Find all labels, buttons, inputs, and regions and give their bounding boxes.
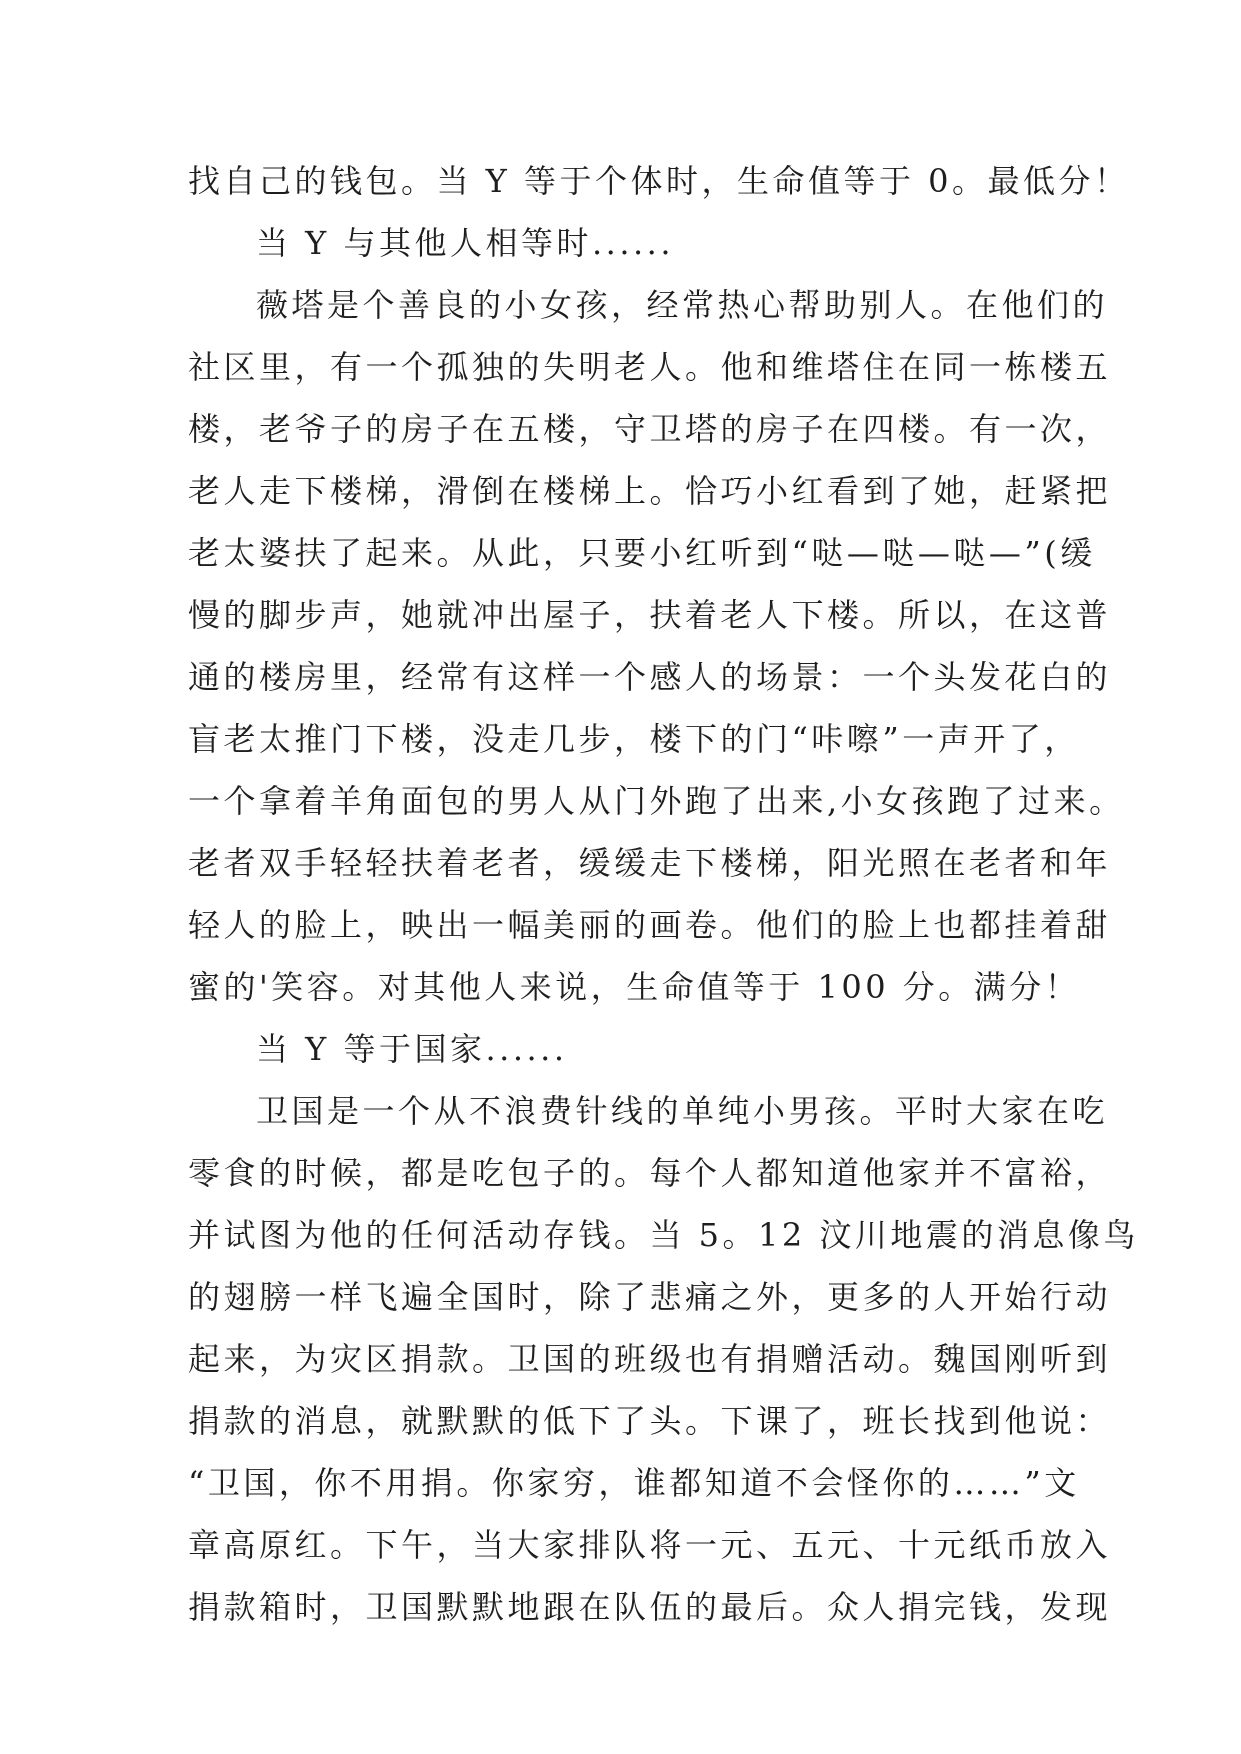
text-line: 社区里，有一个孤独的失明老人。他和维塔住在同一栋楼五 xyxy=(188,348,1112,386)
text-line: 起来，为灾区捐款。卫国的班级也有捐赠活动。魏国刚听到 xyxy=(188,1340,1112,1378)
text-line: 的翅膀一样飞遍全国时，除了悲痛之外，更多的人开始行动 xyxy=(188,1278,1112,1316)
text-line: 当 Y 与其他人相等时...... xyxy=(256,224,675,262)
text-line: 捐款箱时，卫国默默地跟在队伍的最后。众人捐完钱，发现 xyxy=(188,1588,1112,1626)
text-line: 卫国是一个从不浪费针线的单纯小男孩。平时大家在吃 xyxy=(256,1092,1109,1130)
text-line: “卫国，你不用捐。你家穷，谁都知道不会怪你的……”文 xyxy=(188,1464,1080,1502)
text-line: 并试图为他的任何活动存钱。当 5。12 汶川地震的消息像鸟 xyxy=(188,1216,1139,1254)
text-line: 找自己的钱包。当 Y 等于个体时，生命值等于 0。最低分！ xyxy=(188,162,1130,200)
text-line: 老者双手轻轻扶着老者，缓缓走下楼梯，阳光照在老者和年 xyxy=(188,844,1112,882)
text-line: 章高原红。下午，当大家排队将一元、五元、十元纸币放入 xyxy=(188,1526,1112,1564)
text-line: 轻人的脸上，映出一幅美丽的画卷。他们的脸上也都挂着甜 xyxy=(188,906,1112,944)
text-line: 零食的时候，都是吃包子的。每个人都知道他家并不富裕， xyxy=(188,1154,1112,1192)
text-line: 薇塔是个善良的小女孩，经常热心帮助别人。在他们的 xyxy=(256,286,1109,324)
text-line: 当 Y 等于国家...... xyxy=(256,1030,568,1068)
body-text xyxy=(188,150,1139,1638)
text-line: 楼，老爷子的房子在五楼，守卫塔的房子在四楼。有一次， xyxy=(188,410,1112,448)
text-line: 慢的脚步声，她就冲出屋子，扶着老人下楼。所以，在这普 xyxy=(188,596,1112,634)
text-line: 蜜的'笑容。对其他人来说，生命值等于 100 分。满分！ xyxy=(188,968,1081,1006)
text-line: 一个拿着羊角面包的男人从门外跑了出来,小女孩跑了过来。 xyxy=(188,782,1125,820)
text-line: 老太婆扶了起来。从此，只要小红听到“哒—哒—哒—”(缓 xyxy=(188,534,1096,572)
text-line: 捐款的消息，就默默的低下了头。下课了，班长找到他说： xyxy=(188,1402,1112,1440)
text-line: 通的楼房里，经常有这样一个感人的场景：一个头发花白的 xyxy=(188,658,1112,696)
text-line: 老人走下楼梯，滑倒在楼梯上。恰巧小红看到了她，赶紧把 xyxy=(188,472,1112,510)
text-line: 盲老太推门下楼，没走几步，楼下的门“咔嚓”一声开了， xyxy=(188,720,1080,758)
